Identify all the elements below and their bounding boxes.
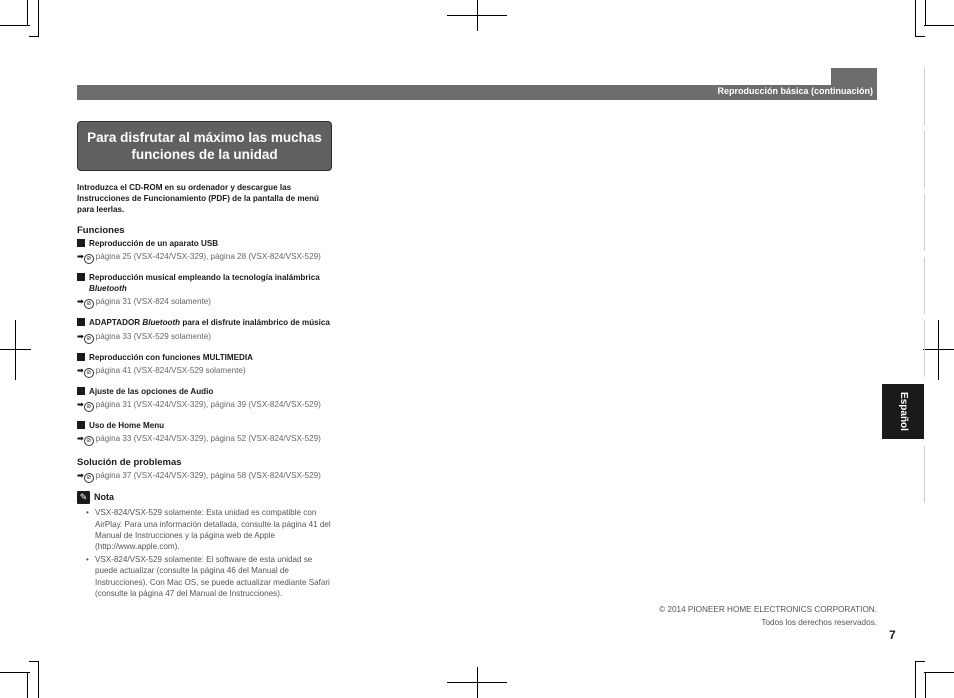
square-bullet-icon [77, 387, 85, 395]
function-item-title: Uso de Home Menu [77, 420, 337, 431]
crop-mark [38, 662, 39, 698]
sidebar-divider [924, 194, 925, 251]
sidebar-divider [924, 320, 925, 377]
crop-mark [447, 15, 507, 16]
sidebar-divider [924, 446, 925, 503]
crop-mark [27, 672, 28, 698]
crop-mark [915, 0, 916, 36]
crop-mark [924, 25, 954, 26]
page-reference: ➡ ⊘ página 37 (VSX-424/VSX-329), página 58 (VSX-824/VSX-529) [77, 471, 321, 482]
note-pencil-icon: ✎ [77, 491, 90, 504]
nota-list [77, 507, 337, 599]
arrow-icon: ➡ [77, 365, 84, 375]
sidebar-divider [924, 68, 925, 125]
disc-icon: ⊘ [84, 402, 94, 412]
intro-text: Introduzca el CD-ROM en su ordenador y descargue las Instrucciones de Funcionamiento (PDF) de la pantalla de menú para leerlas. [77, 183, 319, 215]
disc-icon: ⊘ [84, 334, 94, 344]
list-item: • VSX-824/VSX-529 solamente: El software de esta unidad se puede actualizar (consulte la página 46 del Manual de Instrucciones). Con Mac OS, se puede actualizar mediante Safari (consulte la página 47 del Manual de Instrucciones). [86, 554, 337, 599]
crop-mark [15, 320, 16, 380]
page-reference: ➡ ⊘ página 31 (VSX-824 solamente) [77, 297, 211, 308]
section-title-box [77, 121, 332, 171]
copyright-line2: Todos los derechos reservados. [761, 617, 877, 627]
copyright [659, 604, 877, 629]
section-title-line1: Para disfrutar al máximo las muchas [87, 130, 322, 145]
crop-mark [29, 661, 39, 662]
arrow-icon: ➡ [77, 252, 84, 262]
page-number: 7 [889, 628, 896, 642]
function-item-title: Reproducción con funciones MULTIMEDIA [77, 352, 337, 363]
page-reference: ➡ ⊘ página 33 (VSX-424/VSX-329), página 52 (VSX-824/VSX-529) [77, 434, 321, 445]
crop-mark [38, 0, 39, 36]
crop-mark [938, 320, 939, 380]
page-reference: ➡ ⊘ página 31 (VSX-424/VSX-329), página 39 (VSX-824/VSX-529) [77, 400, 321, 411]
disc-icon: ⊘ [84, 436, 94, 446]
nota-heading: ✎ Nota [77, 491, 337, 504]
arrow-icon: ➡ [77, 297, 84, 307]
arrow-icon: ➡ [77, 400, 84, 410]
disc-icon: ⊘ [84, 254, 94, 264]
square-bullet-icon [77, 318, 85, 326]
arrow-icon: ➡ [77, 471, 84, 481]
crop-mark [0, 672, 30, 673]
crop-mark [447, 682, 507, 683]
crop-mark [915, 662, 916, 698]
funciones-heading: Funciones [77, 224, 125, 236]
crop-mark [923, 349, 954, 350]
crop-mark [0, 349, 31, 350]
sidebar-divider [924, 257, 925, 314]
function-item-title: Reproducción musical empleando la tecnología inalámbrica Bluetooth [77, 272, 337, 294]
page-reference: ➡ ⊘ página 25 (VSX-424/VSX-329), página 28 (VSX-824/VSX-529) [77, 252, 321, 263]
arrow-icon: ➡ [77, 434, 84, 444]
header-tab [831, 68, 877, 85]
crop-mark [27, 0, 28, 26]
content-column [77, 182, 337, 601]
copyright-line1: © 2014 PIONEER HOME ELECTRONICS CORPORATION. [659, 605, 877, 614]
crop-mark [925, 0, 926, 26]
disc-icon: ⊘ [84, 368, 94, 378]
disc-icon: ⊘ [84, 473, 94, 483]
crop-mark [915, 661, 925, 662]
list-item: • VSX-824/VSX-529 solamente: Esta unidad es compatible con AirPlay. Para una información detallada, consulte la página 41 del Manual de Instrucciones y la página web de Apple (http://www.apple.com). [86, 507, 337, 552]
crop-mark [29, 36, 39, 37]
disc-icon: ⊘ [84, 299, 94, 309]
section-title-line2: funciones de la unidad [131, 147, 278, 162]
square-bullet-icon [77, 421, 85, 429]
header-title: Reproducción básica (continuación) [717, 86, 873, 96]
square-bullet-icon [77, 273, 85, 281]
square-bullet-icon [77, 239, 85, 247]
solucion-heading: Solución de problemas [77, 457, 182, 469]
square-bullet-icon [77, 353, 85, 361]
language-tab: Español [882, 384, 924, 439]
header-bar [77, 85, 877, 100]
crop-mark [0, 25, 30, 26]
function-item-title: ADAPTADOR Bluetooth para el disfrute inalámbrico de música [77, 317, 337, 328]
crop-mark [915, 36, 925, 37]
sidebar-divider [924, 131, 925, 188]
page-reference: ➡ ⊘ página 33 (VSX-529 solamente) [77, 331, 211, 342]
page-reference: ➡ ⊘ página 41 (VSX-824/VSX-529 solamente) [77, 365, 246, 376]
crop-mark [924, 672, 954, 673]
function-item-title: Ajuste de las opciones de Audio [77, 386, 337, 397]
function-item-title: Reproducción de un aparato USB [77, 238, 337, 249]
crop-mark [925, 672, 926, 698]
arrow-icon: ➡ [77, 331, 84, 341]
